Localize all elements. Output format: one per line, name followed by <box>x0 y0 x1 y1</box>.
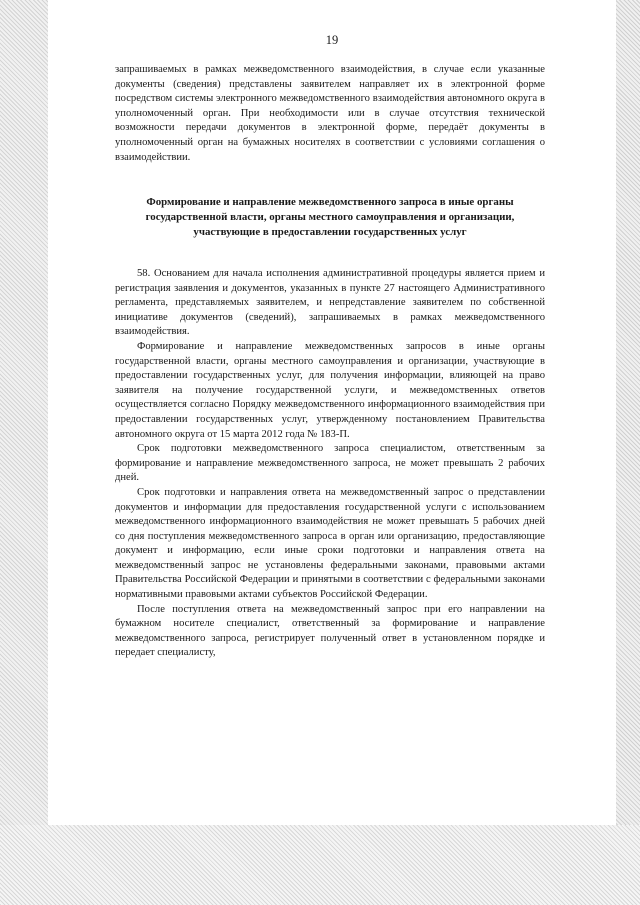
paragraph-response-deadline: Срок подготовки и направления ответа на межведомственный запрос о представлении документов и информации для предоставления государственной услуги с использованием межведомственного информационного взаимодействия не может превышать 5 рабочих дней со дня поступления межведомственного запроса в орган или организацию, предоставляющие документ и информацию, если иные сроки подготовки и направления ответа на межведомственный запрос не установлены федеральными законами, правовыми актами Правительства Российской Федерации и принятыми в соответствии с федеральными законами нормативными правовыми актами субъектов Российской Федерации. <box>115 486 545 601</box>
page-number: 19 <box>325 33 339 47</box>
main-text-block <box>115 267 545 661</box>
scan-margin-left <box>0 0 48 905</box>
continued-paragraph: запрашиваемых в рамках межведомственного взаимодействия, в случае если указанные документы (сведения) представлены заявителем направляет их в электронной форме посредством системы электронного межведомственного взаимодействия автономного округа в уполномоченный орган. При необходимости или в случае отсутствия технической возможности передачи документов в электронной форме, передаёт документы в уполномоченный орган на бумажных носителях в соответствии с условиями соглашения о взаимодействии. <box>115 64 545 163</box>
paragraph-request-deadline: Срок подготовки межведомственного запроса специалистом, ответственным за формирование и направление межведомственного запроса, не может превышать 2 рабочих дней. <box>115 443 545 484</box>
continued-paragraph-block <box>115 63 545 165</box>
document-page <box>48 0 616 825</box>
scan-margin-bottom <box>0 825 640 905</box>
scan-margin-right <box>616 0 640 905</box>
section-heading: Формирование и направление межведомственного запроса в иные органы государственной власти, органы местного самоуправления и организации, участвующие в предоставлении государственных услуг <box>145 196 515 238</box>
paragraph-response-received: После поступления ответа на межведомственный запрос при его направлении на бумажном носителе специалист, ответственный за формирование и направление межведомственного запроса, регистрирует полученный ответ в установленном порядке и передает специалисту, <box>115 603 545 659</box>
paragraph-58: 58. Основанием для начала исполнения административной процедуры является прием и регистрация заявления и документов, указанных в пункте 27 настоящего Административного регламента, представляемых заявителем, и непредставление заявителем по собственной инициативе документов (сведений), запрашиваемых в рамках межведомственного взаимодействия. <box>115 268 545 338</box>
paragraph-request-procedure: Формирование и направление межведомственных запросов в иные органы государственной власти, органы местного самоуправления и организации, участвующие в предоставлении государственных услуг, для получения информации, влияющей на право заявителя на получение государственной услуги, и межведомственных ответов осуществляется согласно Порядку межведомственного информационного взаимодействия при предоставлении государственных услуг, утвержденному постановлением Правительства автономного округа от 15 марта 2012 года № 183-П. <box>115 340 545 440</box>
